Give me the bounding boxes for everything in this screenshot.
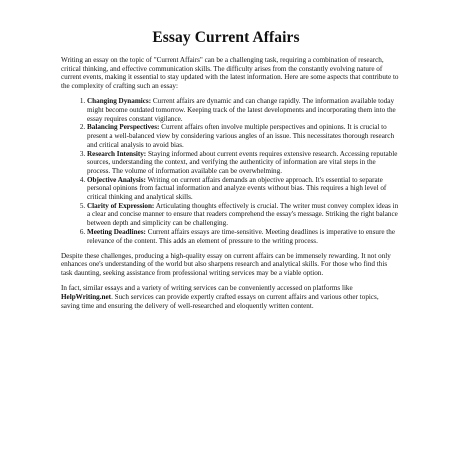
list-item-title: Research Intensity:: [87, 149, 147, 158]
services-text-before: In fact, similar essays and a variety of writing services can be conveniently accessed on platforms like: [61, 284, 353, 293]
challenges-paragraph: Despite these challenges, producing a high-quality essay on current affairs can be immensely rewarding. It not only enhances one's understanding of the world but also sharpens research and analytical skills. For those who find this task daunting, seeking assistance from professional writing services may be a viable option.: [61, 251, 391, 278]
aspects-list: [61, 97, 399, 245]
list-item-title: Balancing Perspectives:: [87, 123, 160, 132]
list-item-text: Articulating thoughts effectively is crucial. The writer must convey complex ideas in a clear and concise manner to ensure that readers comprehend the essay's message. Striking the right balance between depth and simplicity can be challenging.: [87, 201, 399, 228]
list-item: [87, 228, 399, 245]
list-item-title: Meeting Deadlines:: [87, 227, 146, 236]
page-title: Essay Current Affairs: [152, 29, 300, 46]
list-item: [87, 176, 399, 202]
list-item-title: Objective Analysis:: [87, 175, 146, 184]
list-item-text: Current affairs are dynamic and can change rapidly. The information available today might become outdated tomorrow. Keeping track of the latest developments and incorporating them into the essay requires constant vigilance.: [87, 97, 396, 123]
list-item-text: Writing on current affairs demands an objective approach. It's essential to separate personal opinions from factual information and analyze events without bias. This requires a high level of critical thinking and analytical skills.: [87, 175, 387, 202]
list-item: [87, 150, 399, 176]
intro-paragraph: Writing an essay on the topic of "Current Affairs" can be a challenging task, requiring a combination of research, critical thinking, and effective communication skills. The difficulty arises from the constantly evolving nature of current events, making it essential to stay updated with the latest information. Here are some aspects that contribute to the complexity of crafting such an essay:: [61, 56, 399, 91]
list-item: [87, 123, 399, 149]
list-item-text: Current affairs often involve multiple perspectives and opinions. It is crucial to present a well-balanced view by considering various angles of an issue. This necessitates thorough research and critical analysis to avoid bias.: [87, 123, 395, 149]
list-item: [87, 202, 399, 228]
list-item-title: Clarity of Expression:: [87, 201, 155, 210]
list-item-text: Current affairs essays are time-sensitive. Meeting deadlines is imperative to ensure the relevance of the content. This adds an element of pressure to the writing process.: [87, 227, 396, 245]
services-paragraph: [61, 284, 399, 310]
list-item: [87, 97, 399, 123]
services-text-after: . Such services can provide expertly crafted essays on current affairs and various other topics, saving time and ensuring the delivery of well-researched and eloquently written content.: [61, 293, 379, 310]
site-link[interactable]: HelpWriting.net: [61, 293, 112, 302]
list-item-text: Staying informed about current events requires extensive research. Accessing reputable sources, understanding the context, and verifying the authenticity of information are vital steps in the process. The volume of information available can be overwhelming.: [87, 149, 398, 175]
document-body: [61, 56, 399, 317]
list-item-title: Changing Dynamics:: [87, 97, 152, 106]
